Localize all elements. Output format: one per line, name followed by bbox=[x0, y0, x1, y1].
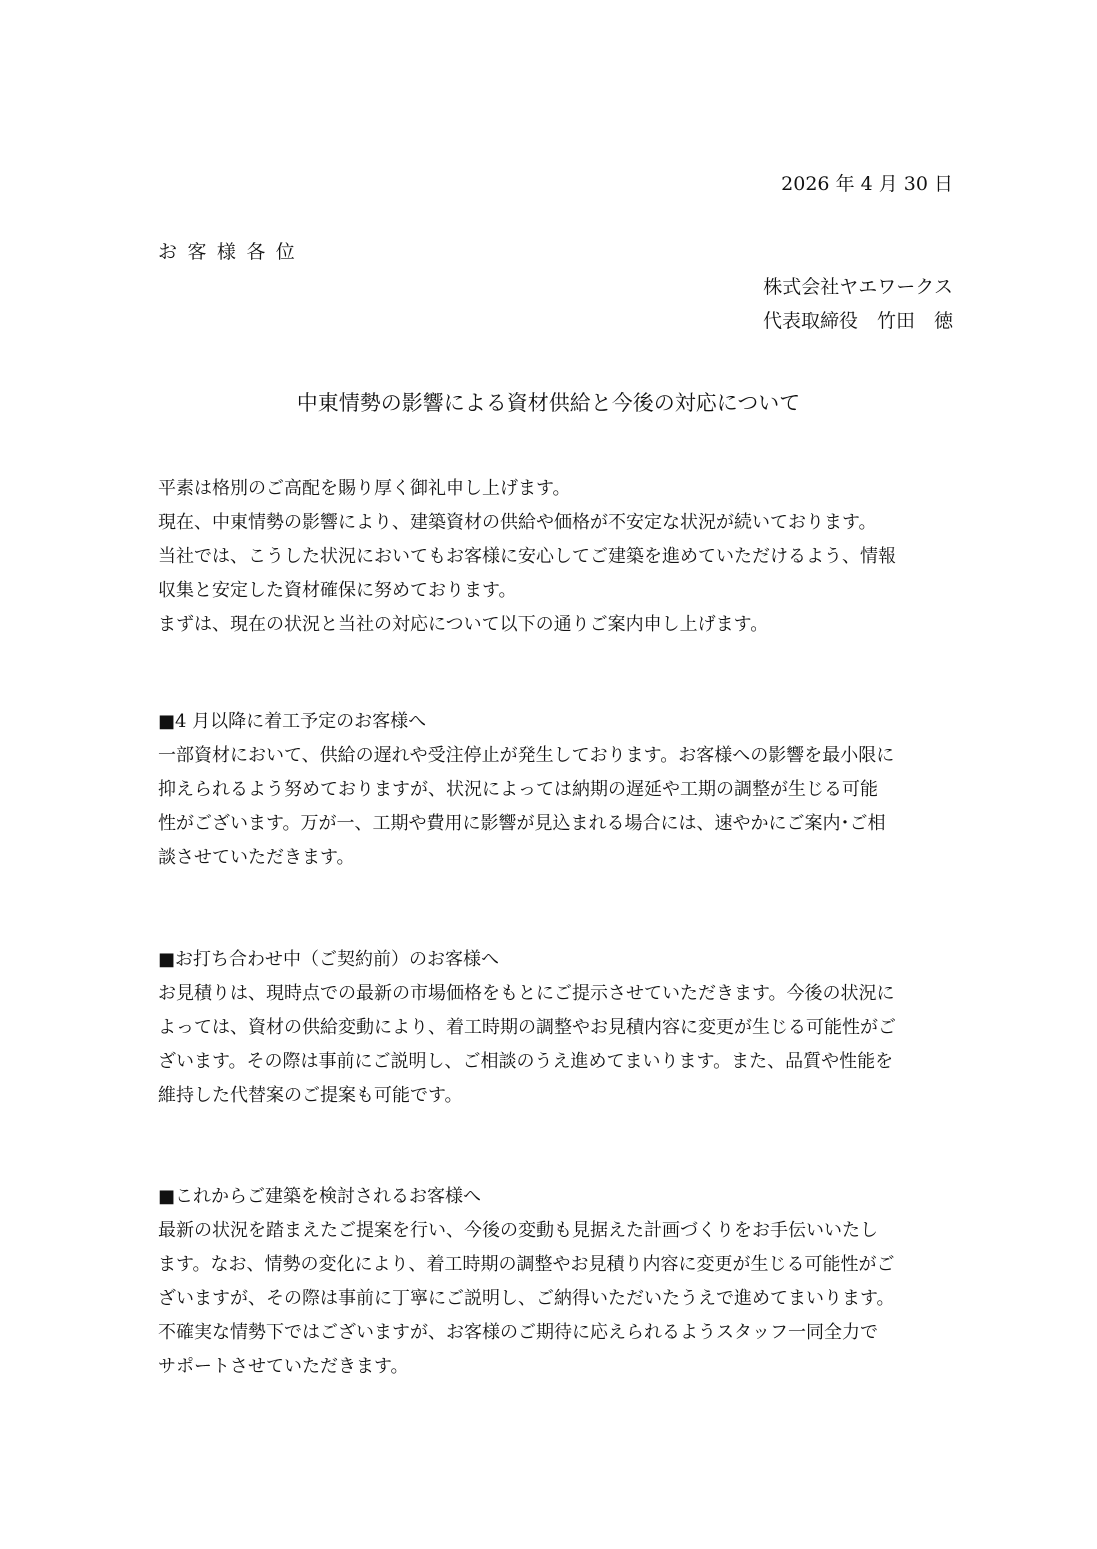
section-line: ざいます。その際は事前にご説明し、ご相談のうえ進めてまいります。また、品質や性能を bbox=[158, 1051, 894, 1072]
section-line: サポートさせていただきます。 bbox=[158, 1356, 409, 1377]
section-line: 一部資材において、供給の遅れや受注停止が発生しております。お客様への影響を最小限に bbox=[158, 745, 895, 766]
section-line: 性がございます。万が一、工期や費用に影響が見込まれる場合には、速やかにご案内･ご相 bbox=[158, 813, 886, 834]
section-line: 談させていただきます。 bbox=[158, 847, 355, 868]
intro-line: 収集と安定した資材確保に努めております。 bbox=[158, 580, 517, 601]
section-heading: ■4 月以降に着工予定のお客様へ bbox=[158, 711, 427, 732]
section-line: ざいますが、その際は事前に丁寧にご説明し、ご納得いただいたうえで進めてまいります。 bbox=[158, 1288, 895, 1309]
section-line: よっては、資材の供給変動により、着工時期の調整やお見積内容に変更が生じる可能性がご bbox=[158, 1017, 896, 1038]
section-line: 最新の状況を踏まえたご提案を行い、今後の変動も見据えた計画づくりをお手伝いいたし bbox=[158, 1220, 878, 1241]
intro-line: まずは、現在の状況と当社の対応について以下の通りご案内申し上げます。 bbox=[158, 614, 769, 635]
section-considering-construction bbox=[158, 1180, 954, 1384]
section-in-consultation bbox=[158, 943, 954, 1113]
section-line: 抑えられるよう努めておりますが、状況によっては納期の遅延や工期の調整が生じる可能 bbox=[158, 779, 878, 800]
sender-block bbox=[763, 270, 953, 338]
section-line: お見積りは、現時点での最新の市場価格をもとにご提示させていただきます。今後の状況に bbox=[158, 983, 895, 1004]
intro-paragraph bbox=[158, 472, 954, 642]
section-april-construction bbox=[158, 705, 954, 875]
sender-company: 株式会社ヤエワークス bbox=[763, 276, 953, 298]
section-line: ます。なお、情勢の変化により、着工時期の調整やお見積り内容に変更が生じる可能性がご bbox=[158, 1254, 895, 1275]
intro-line: 当社では、こうした状況においてもお客様に安心してご建築を進めていただけるよう、情報 bbox=[158, 546, 896, 567]
sender-representative: 代表取締役 竹田 徳 bbox=[762, 310, 953, 332]
intro-line: 平素は格別のご高配を賜り厚く御礼申し上げます。 bbox=[158, 478, 571, 499]
section-line: 不確実な情勢下ではございますが、お客様のご期待に応えられるようスタッフ一同全力で bbox=[158, 1322, 878, 1343]
intro-line: 現在、中東情勢の影響により、建築資材の供給や価格が不安定な状況が続いております。 bbox=[158, 512, 877, 533]
letter-date: 2026 年 4 月 30 日 bbox=[781, 173, 953, 195]
section-line: 維持した代替案のご提案も可能です。 bbox=[158, 1085, 463, 1106]
section-heading: ■お打ち合わせ中（ご契約前）のお客様へ bbox=[158, 949, 500, 970]
letter-title: 中東情勢の影響による資材供給と今後の対応について bbox=[296, 391, 801, 415]
recipient-salutation: お客様各位 bbox=[158, 241, 306, 263]
section-heading: ■これからご建築を検討されるお客様へ bbox=[158, 1186, 482, 1207]
